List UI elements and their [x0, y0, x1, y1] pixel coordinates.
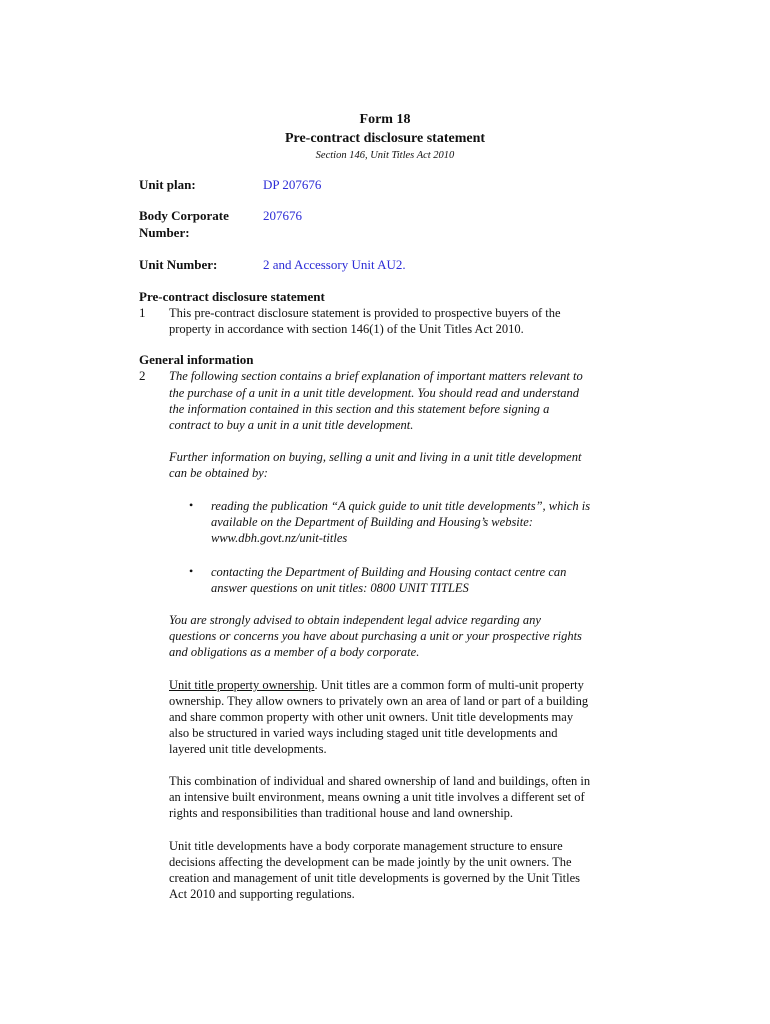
- form-title: Form 18: [359, 112, 411, 127]
- management-line: Unit title developments have a body corporate management structure to ensure: [169, 839, 563, 853]
- ownership-line: and share common property with other unit owners. Unit title developments may: [169, 710, 574, 724]
- intro-line: contract to buy a unit in a unit title development.: [169, 418, 414, 432]
- ownership-line-rest: . Unit titles are a common form of multi-unit property: [314, 678, 584, 692]
- ownership-line: also be structured in varied ways including staged unit title developments and: [169, 726, 558, 740]
- ownership-line-first: [169, 677, 584, 693]
- advice-line: questions or concerns you have about purchasing a unit or your prospective rights: [169, 629, 582, 643]
- section-1-heading: Pre-contract disclosure statement: [139, 289, 325, 304]
- intro-line: The following section contains a brief explanation of important matters relevant to: [169, 369, 583, 383]
- statement-title: Pre-contract disclosure statement: [284, 131, 486, 146]
- management-line: decisions affecting the development can be made jointly by the unit owners. The: [169, 855, 572, 869]
- combination-line: an intensive built environment, means owning a unit title involves a different set of: [169, 790, 585, 804]
- section-1-line: property in accordance with section 146(1) of the Unit Titles Act 2010.: [169, 322, 524, 336]
- body-corporate-label: Body Corporate: [139, 208, 229, 223]
- section-2-number: 2: [139, 368, 146, 383]
- section-2-heading: General information: [139, 352, 254, 367]
- advice-line: and obligations as a member of a body corporate.: [169, 645, 420, 659]
- management-line: creation and management of unit title developments is governed by the Unit Titles: [169, 871, 581, 885]
- bullet-dot-icon: •: [189, 564, 194, 578]
- body-corporate-value: 207676: [263, 208, 302, 223]
- combination-line: This combination of individual and shared ownership of land and buildings, often in: [169, 774, 591, 788]
- section-1-line: This pre-contract disclosure statement is provided to prospective buyers of the: [169, 306, 561, 320]
- section-1-number: 1: [139, 305, 146, 320]
- further-info-line: can be obtained by:: [169, 466, 268, 480]
- act-reference: Section 146, Unit Titles Act 2010: [315, 150, 455, 161]
- ownership-line: layered unit title developments.: [169, 742, 327, 756]
- unit-number-value: 2 and Accessory Unit AU2.: [263, 257, 406, 272]
- unit-number-label: Unit Number:: [139, 257, 218, 272]
- ownership-line: ownership. They allow owners to privately own an area of land or part of a building: [169, 694, 589, 708]
- ownership-heading: Unit title property ownership: [169, 678, 315, 692]
- management-line: Act 2010 and supporting regulations.: [169, 887, 355, 901]
- advice-line: You are strongly advised to obtain independent legal advice regarding any: [169, 613, 541, 627]
- body-corporate-label-cont: Number:: [139, 225, 190, 240]
- dbh-website-link[interactable]: www.dbh.govt.nz/unit-titles: [211, 531, 348, 545]
- bullet-1-line: available on the Department of Building and Housing’s website:: [211, 515, 533, 529]
- bullet-1-line: reading the publication “A quick guide to unit title developments”, which is: [211, 499, 591, 513]
- intro-line: the information contained in this section and this statement before signing a: [169, 402, 550, 416]
- unit-plan-value: DP 207676: [263, 177, 322, 192]
- combination-line: rights and responsibilities than traditional house and land ownership.: [169, 806, 514, 820]
- intro-line: the purchase of a unit in a unit title development. You should read and understand: [169, 386, 580, 400]
- bullet-dot-icon: •: [189, 498, 194, 512]
- bullet-2-line: contacting the Department of Building and Housing contact centre can: [211, 565, 567, 579]
- unit-plan-label: Unit plan:: [139, 177, 196, 192]
- further-info-line: Further information on buying, selling a unit and living in a unit title development: [169, 450, 582, 464]
- bullet-2-line: answer questions on unit titles: 0800 UNIT TITLES: [211, 581, 469, 595]
